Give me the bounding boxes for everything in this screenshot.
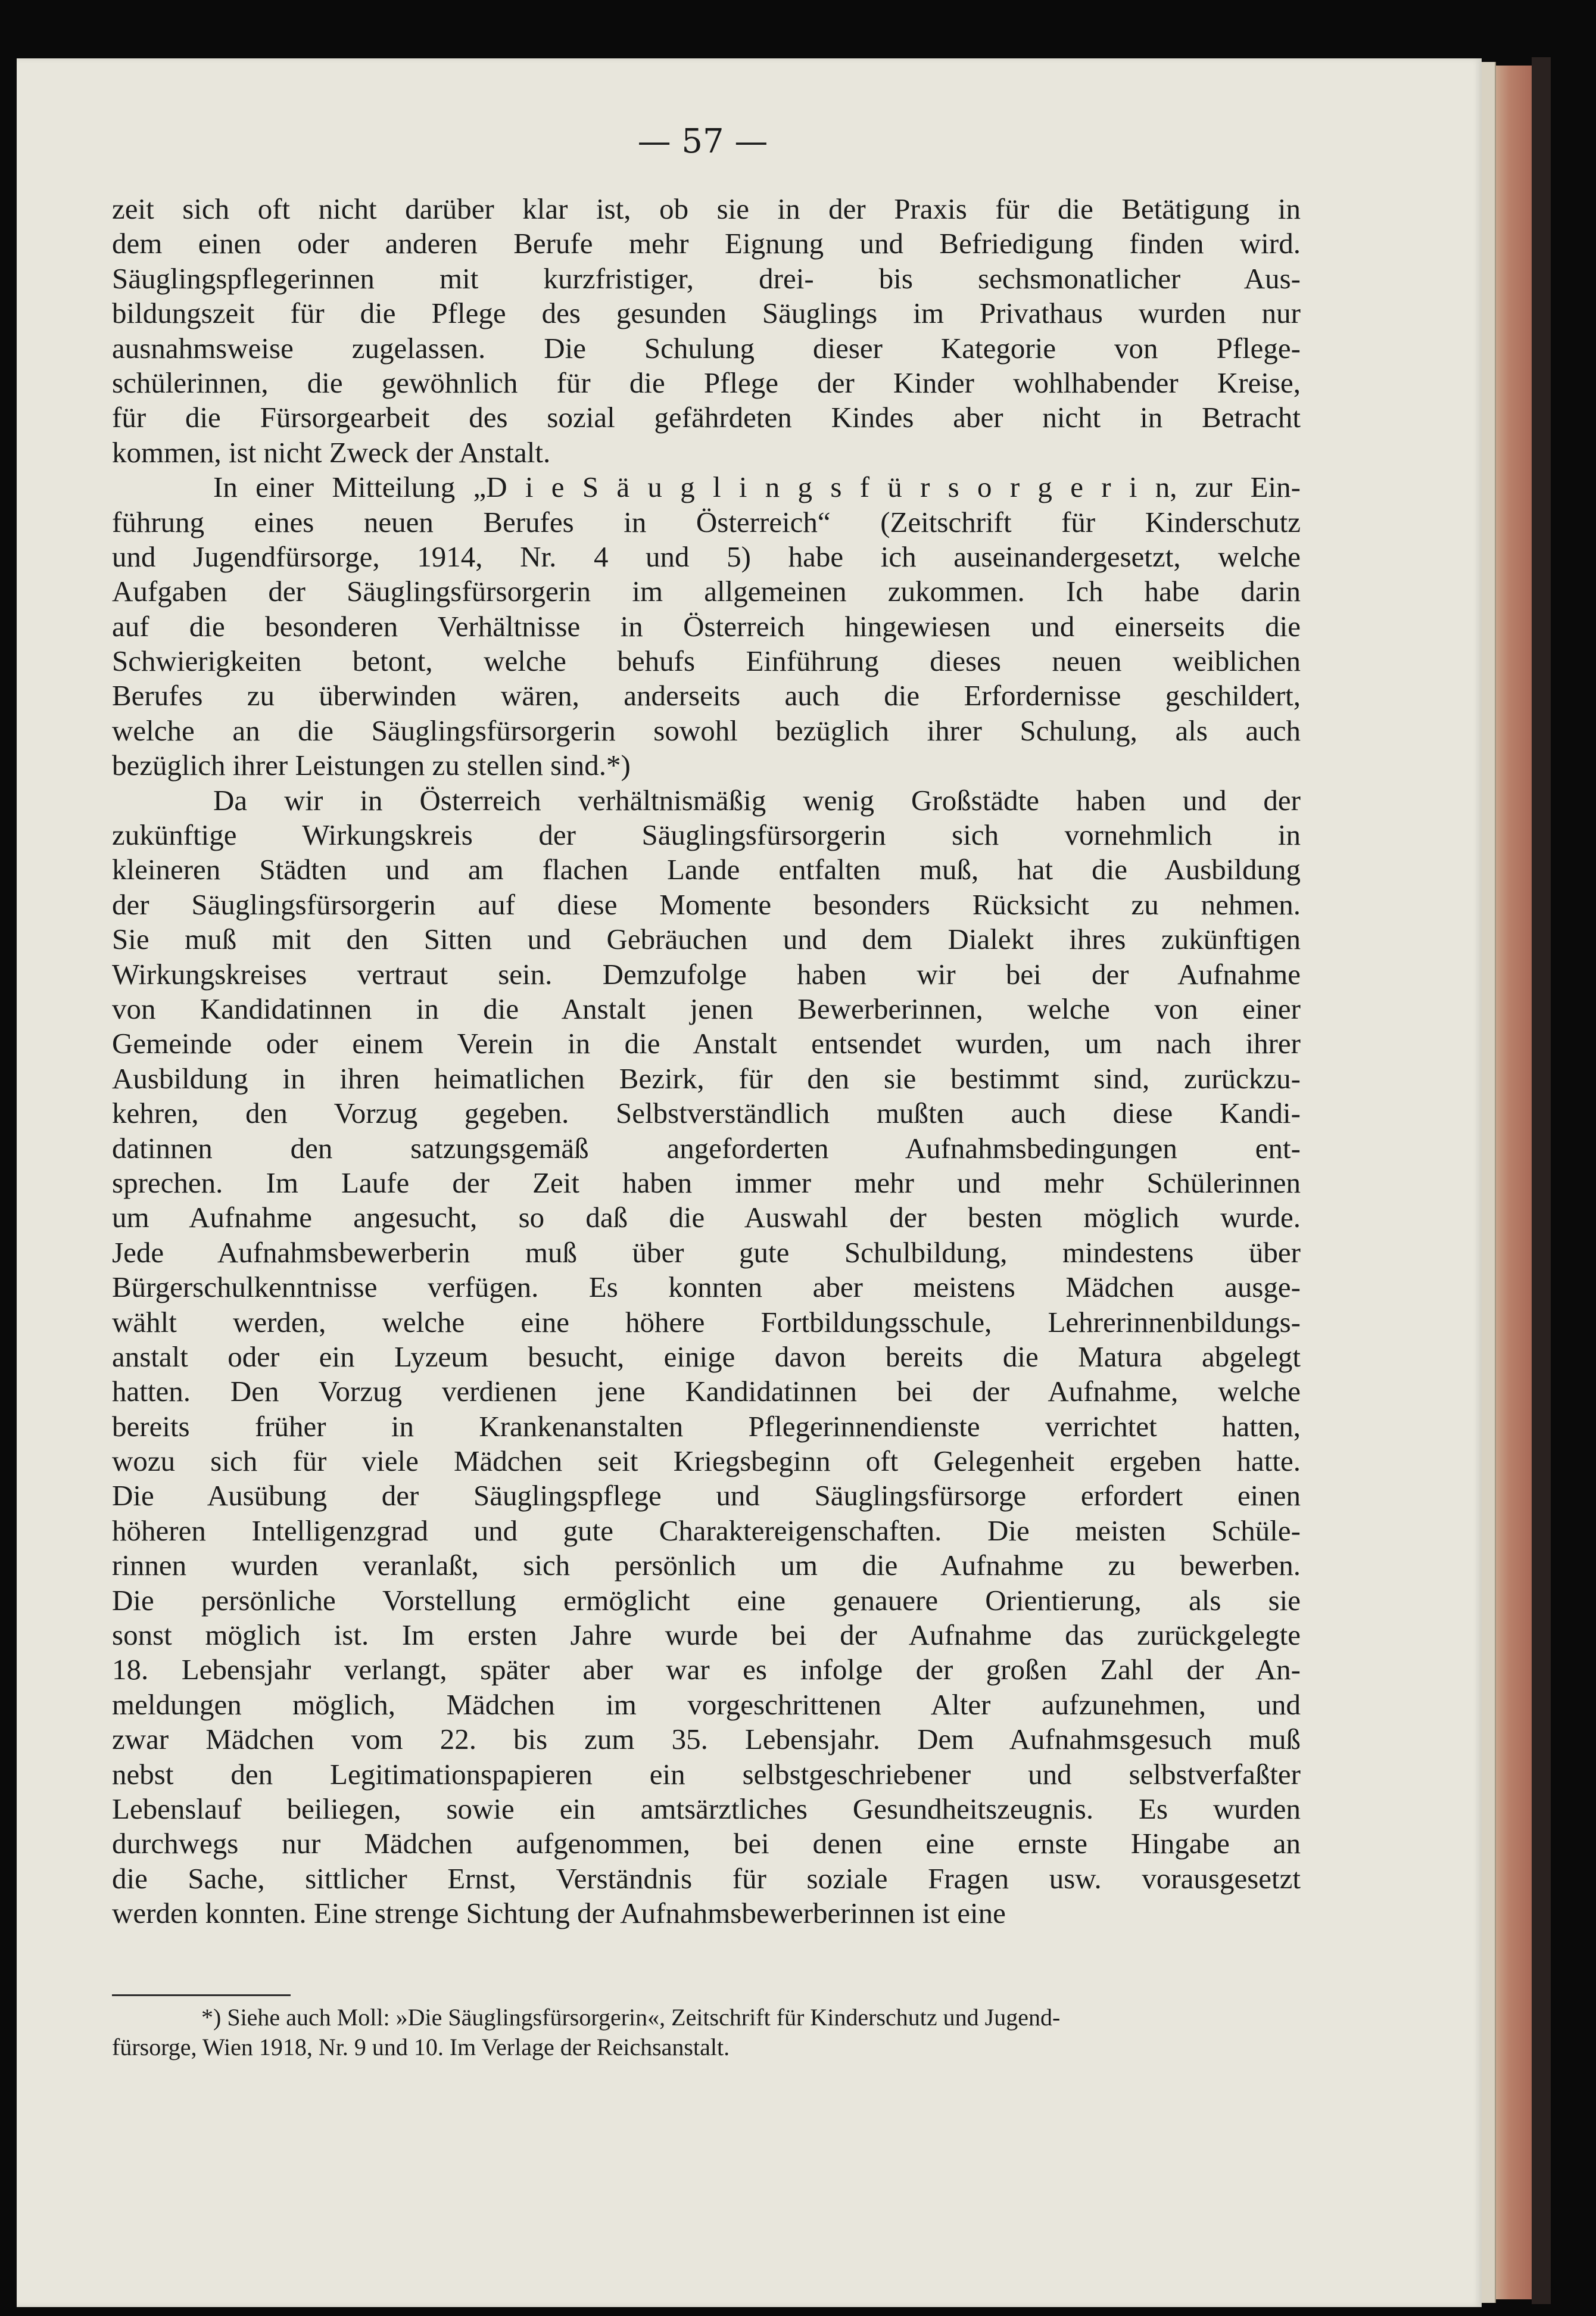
text-line: Berufes zu überwinden wären, anderseits auch die Erfordernisse geschildert,	[112, 679, 1301, 712]
text-line: zwar Mädchen vom 22. bis zum 35. Lebensjahr. Dem Aufnahmsgesuch muß	[112, 1723, 1301, 1756]
text-line: Die persönliche Vorstellung ermöglicht eine genauere Orientierung, als sie	[112, 1583, 1301, 1617]
body-text	[112, 192, 1301, 1931]
text-line: bereits früher in Krankenanstalten Pflegerinnendienste verrichtet hatten,	[112, 1409, 1301, 1443]
text-line: rinnen wurden veranlaßt, sich persönlich um die Aufnahme zu bewerben.	[112, 1549, 1301, 1582]
text-line: zeit sich oft nicht darüber klar ist, ob sie in der Praxis für die Betätigung in	[112, 192, 1301, 225]
text-line: ausnahmsweise zugelassen. Die Schulung dieser Kategorie von Pflege-	[112, 331, 1301, 365]
text-line: anstalt oder ein Lyzeum besucht, einige davon bereits die Matura abgelegt	[112, 1340, 1301, 1373]
text-line: durchwegs nur Mädchen aufgenommen, bei denen eine ernste Hingabe an	[112, 1827, 1301, 1860]
text-line: Da wir in Österreich verhältnismäßig wenig Großstädte haben und der	[213, 783, 1301, 817]
text-line: der Säuglingsfürsorgerin auf diese Momente besonders Rücksicht zu nehmen.	[112, 888, 1301, 921]
text-line: werden konnten. Eine strenge Sichtung der Aufnahmsbewerberinnen ist eine	[112, 1897, 1006, 1930]
text-line: kommen, ist nicht Zweck der Anstalt.	[112, 435, 551, 469]
text-line: hatten. Den Vorzug verdienen jene Kandidatinnen bei der Aufnahme, welche	[112, 1375, 1301, 1408]
text-line: Wirkungskreises vertraut sein. Demzufolge haben wir bei der Aufnahme	[112, 957, 1301, 991]
text-line: für die Fürsorgearbeit des sozial gefährdeten Kindes aber nicht in Betracht	[112, 401, 1301, 434]
footnote-rule	[112, 1994, 291, 1996]
footnote-line: fürsorge, Wien 1918, Nr. 9 und 10. Im Verlage der Reichsanstalt.	[112, 2034, 730, 2060]
text-line: höheren Intelligenzgrad und gute Charaktereigenschaften. Die meisten Schüle-	[112, 1514, 1301, 1547]
text-line: kehren, den Vorzug gegeben. Selbstverständlich mußten auch diese Kandi-	[112, 1097, 1301, 1130]
text-line: sprechen. Im Laufe der Zeit haben immer mehr und mehr Schülerinnen	[112, 1166, 1301, 1199]
text-line: bezüglich ihrer Leistungen zu stellen sind.*)	[112, 749, 631, 782]
text-line: Bürgerschulkenntnisse verfügen. Es konnten aber meistens Mädchen ausge-	[112, 1271, 1301, 1304]
text-line: kleineren Städten und am flachen Lande entfalten muß, hat die Ausbildung	[112, 853, 1301, 886]
text-line: wählt werden, welche eine höhere Fortbildungsschule, Lehrerinnenbildungs-	[112, 1305, 1301, 1338]
book-spine-edge	[1532, 57, 1551, 2304]
text-line: bildungszeit für die Pflege des gesunden Säuglings im Privathaus wurden nur	[112, 297, 1301, 330]
text-line: Gemeinde oder einem Verein in die Anstalt entsendet wurden, um nach ihrer	[112, 1027, 1301, 1060]
page-number: — 57 —	[637, 122, 768, 161]
text-line: von Kandidatinnen in die Anstalt jenen Bewerberinnen, welche von einer	[112, 992, 1301, 1025]
text-line: Schwierigkeiten betont, welche behufs Einführung dieses neuen weiblichen	[112, 645, 1301, 678]
footnote	[112, 2003, 1303, 2062]
text-line: und Jugendfürsorge, 1914, Nr. 4 und 5) habe ich auseinandergesetzt, welche	[112, 540, 1301, 573]
text-line: In einer Mitteilung „D i e S ä u g l i n g s f ü r s o r g e r i n, zur Ein-	[213, 471, 1301, 504]
text-line: schülerinnen, die gewöhnlich für die Pflege der Kinder wohlhabender Kreise,	[112, 366, 1301, 399]
text-line: die Sache, sittlicher Ernst, Verständnis für soziale Fragen usw. vorausgesetzt	[112, 1861, 1301, 1895]
text-line: Jede Aufnahmsbewerberin muß über gute Schulbildung, mindestens über	[112, 1235, 1301, 1269]
text-line: Aufgaben der Säuglingsfürsorgerin im allgemeinen zukommen. Ich habe darin	[112, 575, 1301, 608]
text-line: 18. Lebensjahr verlangt, später aber war es infolge der großen Zahl der An-	[112, 1653, 1301, 1686]
page-stack-edge	[1482, 62, 1496, 2303]
book-edge-red	[1495, 66, 1532, 2299]
text-line: Sie muß mit den Sitten und Gebräuchen und dem Dialekt ihres zukünftigen	[112, 923, 1301, 956]
text-line: wozu sich für viele Mädchen seit Kriegsbeginn oft Gelegenheit ergeben hatte.	[112, 1445, 1301, 1478]
text-line: dem einen oder anderen Berufe mehr Eignung und Befriedigung finden wird.	[112, 227, 1301, 260]
text-line: meldungen möglich, Mädchen im vorgeschrittenen Alter aufzunehmen, und	[112, 1688, 1301, 1721]
text-line: führung eines neuen Berufes in Österreich“ (Zeitschrift für Kinderschutz	[112, 505, 1301, 538]
text-line: datinnen den satzungsgemäß angeforderten Aufnahmsbedingungen ent-	[112, 1131, 1301, 1165]
footnote-line: *) Siehe auch Moll: »Die Säuglingsfürsorgerin«, Zeitschrift für Kinderschutz und Jugend-	[201, 2004, 1061, 2031]
text-line: Ausbildung in ihren heimatlichen Bezirk, für den sie bestimmt sind, zurückzu-	[112, 1062, 1301, 1095]
text-line: auf die besonderen Verhältnisse in Österreich hingewiesen und einerseits die	[112, 609, 1301, 643]
text-line: zukünftige Wirkungskreis der Säuglingsfürsorgerin sich vornehmlich in	[112, 818, 1301, 852]
text-line: welche an die Säuglingsfürsorgerin sowohl bezüglich ihrer Schulung, als auch	[112, 714, 1301, 747]
text-line: sonst möglich ist. Im ersten Jahre wurde bei der Aufnahme das zurückgelegte	[112, 1618, 1301, 1652]
text-line: um Aufnahme angesucht, so daß die Auswahl der besten möglich wurde.	[112, 1201, 1301, 1234]
text-line: Lebenslauf beiliegen, sowie ein amtsärztliches Gesundheitszeugnis. Es wurden	[112, 1792, 1301, 1825]
text-line: nebst den Legitimationspapieren ein selbstgeschriebener und selbstverfaßter	[112, 1757, 1301, 1791]
text-line: Die Ausübung der Säuglingspflege und Säuglingsfürsorge erfordert einen	[112, 1479, 1301, 1512]
text-line: Säuglingspflegerinnen mit kurzfristiger, drei- bis sechsmonatlicher Aus-	[112, 262, 1301, 295]
